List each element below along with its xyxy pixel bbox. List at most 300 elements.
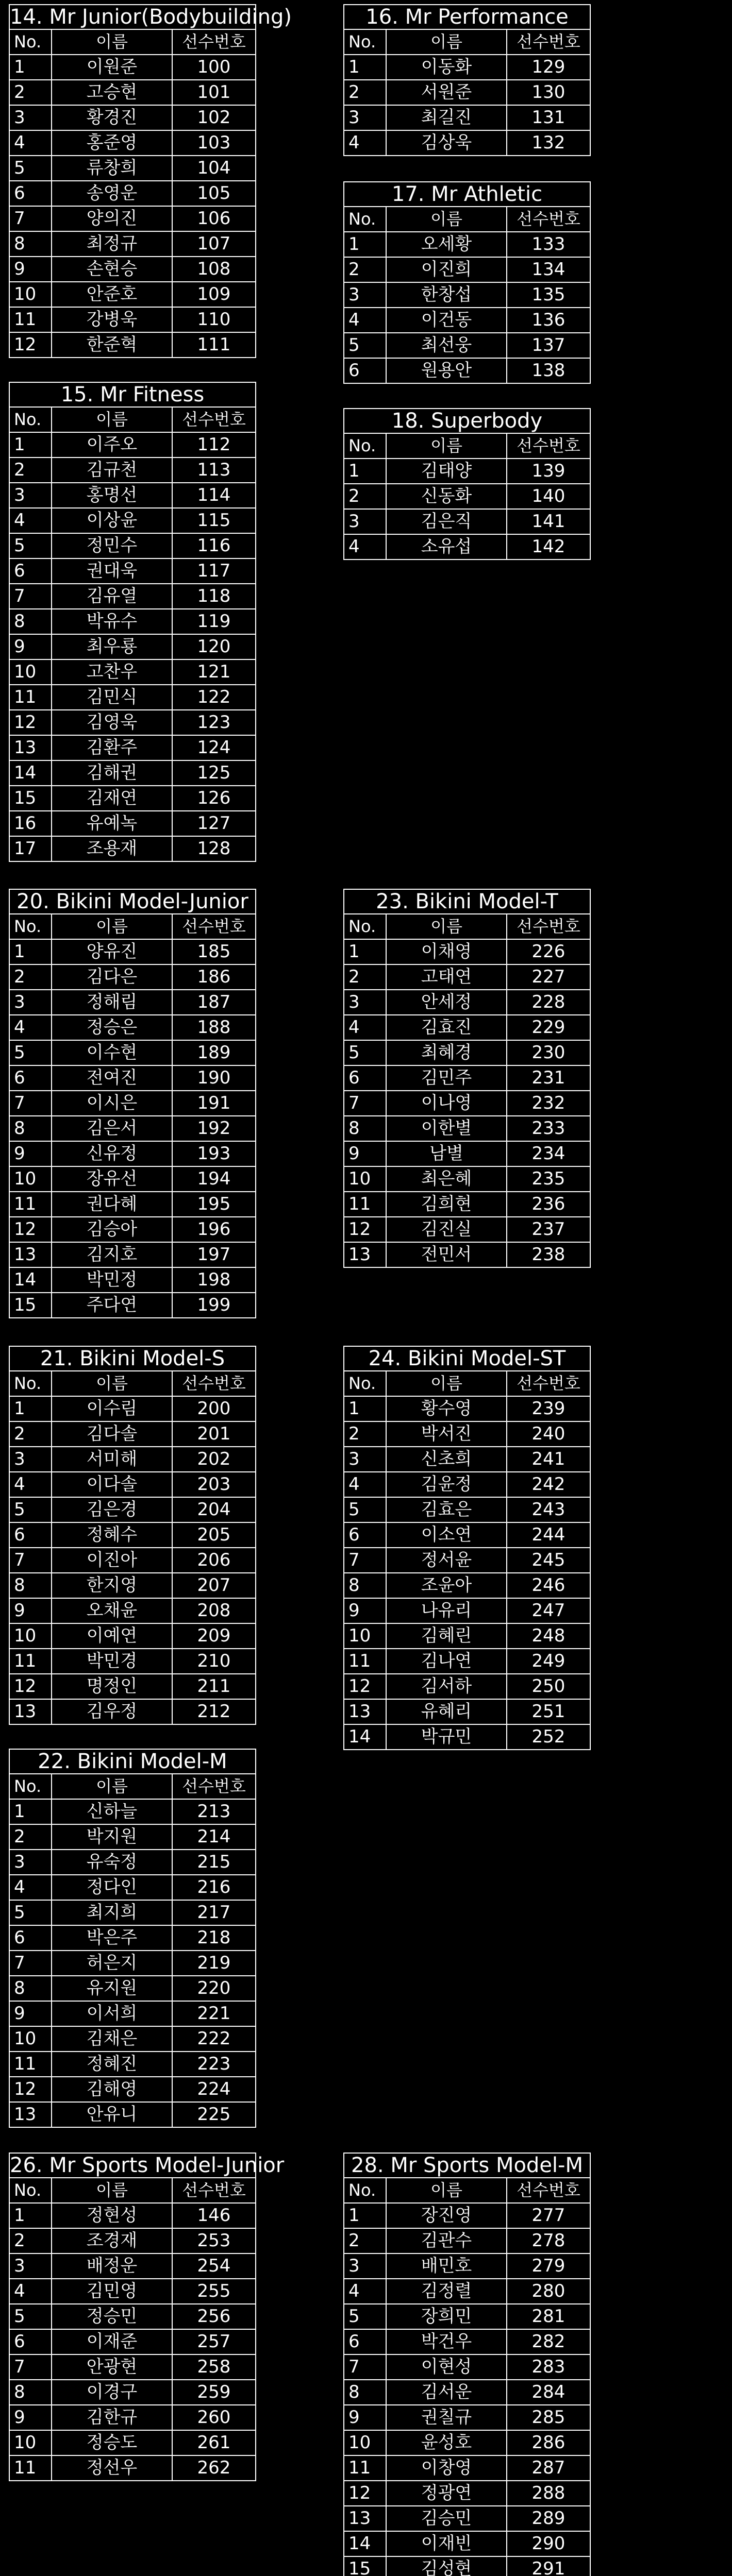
cell-no: 9 (9, 634, 52, 659)
table-row (9, 786, 256, 811)
cell-number: 254 (172, 2253, 256, 2279)
cell-number: 249 (507, 1649, 590, 1674)
cell-name: 신유정 (52, 1141, 172, 1166)
cell-number: 136 (507, 308, 590, 333)
roster-table (343, 29, 591, 156)
cell-no: 12 (344, 1217, 386, 1242)
header-no: No. (344, 207, 386, 232)
cell-number: 195 (172, 1192, 256, 1217)
table-header-row (9, 1774, 256, 1799)
cell-number: 247 (507, 1598, 590, 1623)
table-row (9, 1141, 256, 1166)
cell-no: 7 (9, 1091, 52, 1116)
table-row (344, 1573, 590, 1598)
cell-name: 김민영 (52, 2279, 172, 2304)
table-row (344, 55, 590, 80)
header-no: No. (9, 29, 52, 55)
table-row (9, 130, 256, 156)
cell-number: 289 (507, 2506, 590, 2531)
cell-number: 120 (172, 634, 256, 659)
cell-number: 278 (507, 2228, 590, 2253)
cell-name: 정서윤 (386, 1548, 507, 1573)
cell-number: 246 (507, 1573, 590, 1598)
cell-no: 4 (344, 130, 386, 156)
cell-number: 213 (172, 1799, 256, 1824)
header-name: 이름 (386, 2178, 507, 2203)
cell-name: 류창희 (52, 156, 172, 181)
cell-number: 234 (507, 1141, 590, 1166)
cell-number: 285 (507, 2405, 590, 2430)
cell-number: 228 (507, 990, 590, 1015)
table-row (344, 1447, 590, 1472)
cell-number: 106 (172, 206, 256, 231)
cell-no: 6 (344, 358, 386, 383)
cell-name: 김윤정 (386, 1472, 507, 1497)
table-row (9, 2102, 256, 2127)
cell-no: 1 (9, 432, 52, 457)
cell-name: 정혜수 (52, 1522, 172, 1548)
cell-name: 박지원 (52, 1824, 172, 1850)
table-row (9, 282, 256, 307)
table-row (9, 1824, 256, 1850)
cell-name: 유숙정 (52, 1850, 172, 1875)
cell-name: 김혜린 (386, 1623, 507, 1649)
cell-name: 장희민 (386, 2304, 507, 2329)
category-block (343, 181, 591, 384)
cell-name: 박서진 (386, 1421, 507, 1447)
cell-number: 135 (507, 282, 590, 308)
cell-number: 212 (172, 1699, 256, 1724)
cell-name: 신하늘 (52, 1799, 172, 1824)
cell-no: 11 (344, 1649, 386, 1674)
cell-number: 185 (172, 939, 256, 964)
cell-name: 서원준 (386, 80, 507, 105)
cell-name: 이재준 (52, 2329, 172, 2354)
cell-no: 5 (344, 333, 386, 358)
cell-number: 126 (172, 786, 256, 811)
table-row (9, 2430, 256, 2455)
cell-no: 3 (9, 105, 52, 130)
cell-no: 3 (9, 1447, 52, 1472)
table-row (9, 811, 256, 836)
table-row (9, 1573, 256, 1598)
table-row (344, 1548, 590, 1573)
header-number: 선수번호 (172, 1774, 256, 1799)
cell-name: 김채은 (52, 2026, 172, 2052)
cell-number: 281 (507, 2304, 590, 2329)
table-row (344, 1623, 590, 1649)
table-row (344, 1015, 590, 1040)
cell-number: 129 (507, 55, 590, 80)
table-row (9, 2304, 256, 2329)
cell-number: 121 (172, 659, 256, 685)
cell-number: 250 (507, 1674, 590, 1699)
cell-no: 11 (344, 1192, 386, 1217)
roster-table (9, 406, 256, 862)
table-row (9, 1472, 256, 1497)
cell-number: 122 (172, 685, 256, 710)
cell-name: 김성현 (386, 2556, 507, 2576)
cell-name: 안유니 (52, 2102, 172, 2127)
table-row (344, 509, 590, 534)
header-name: 이름 (386, 207, 507, 232)
table-row (9, 1951, 256, 1976)
cell-name: 양의진 (52, 206, 172, 231)
roster-table (343, 1370, 591, 1750)
cell-name: 황경진 (52, 105, 172, 130)
table-row (9, 1699, 256, 1724)
table-row (9, 2026, 256, 2052)
cell-number: 206 (172, 1548, 256, 1573)
header-no: No. (9, 407, 52, 432)
header-number: 선수번호 (172, 407, 256, 432)
cell-name: 이수림 (52, 1396, 172, 1421)
cell-number: 258 (172, 2354, 256, 2380)
cell-number: 208 (172, 1598, 256, 1623)
table-row (344, 1649, 590, 1674)
cell-number: 287 (507, 2455, 590, 2481)
cell-no: 6 (9, 558, 52, 584)
cell-name: 권다혜 (52, 1192, 172, 1217)
cell-name: 조경재 (52, 2228, 172, 2253)
table-row (9, 2279, 256, 2304)
cell-name: 이나영 (386, 1091, 507, 1116)
header-no: No. (344, 914, 386, 939)
cell-number: 237 (507, 1217, 590, 1242)
roster-table (9, 2177, 256, 2481)
category-title: 23. Bikini Model-T (343, 889, 591, 913)
cell-number: 244 (507, 1522, 590, 1548)
cell-no: 8 (9, 609, 52, 634)
table-row (344, 2481, 590, 2506)
cell-no: 12 (9, 1674, 52, 1699)
table-row (9, 1925, 256, 1951)
cell-no: 12 (9, 2077, 52, 2102)
table-row (344, 484, 590, 509)
cell-name: 김해영 (52, 2077, 172, 2102)
cell-no: 10 (344, 1623, 386, 1649)
cell-no: 11 (344, 2455, 386, 2481)
cell-name: 김효은 (386, 1497, 507, 1522)
cell-no: 12 (9, 332, 52, 358)
cell-number: 259 (172, 2380, 256, 2405)
cell-no: 8 (9, 1976, 52, 2001)
category-block (343, 2153, 591, 2576)
table-row (9, 735, 256, 760)
cell-no: 5 (9, 2304, 52, 2329)
cell-number: 210 (172, 1649, 256, 1674)
table-row (344, 1674, 590, 1699)
category-title: 24. Bikini Model-ST (343, 1346, 591, 1370)
table-row (344, 358, 590, 383)
table-row (344, 2455, 590, 2481)
cell-no: 9 (344, 1598, 386, 1623)
table-row (344, 990, 590, 1015)
cell-number: 280 (507, 2279, 590, 2304)
cell-number: 282 (507, 2329, 590, 2354)
roster-table (343, 433, 591, 560)
cell-no: 4 (344, 1015, 386, 1040)
cell-name: 이경구 (52, 2380, 172, 2405)
category-block (343, 408, 591, 560)
cell-number: 222 (172, 2026, 256, 2052)
table-row (9, 990, 256, 1015)
table-row (9, 483, 256, 508)
cell-no: 8 (344, 2380, 386, 2405)
cell-no: 2 (344, 80, 386, 105)
cell-no: 1 (344, 459, 386, 484)
table-row (344, 1472, 590, 1497)
cell-name: 박건우 (386, 2329, 507, 2354)
cell-no: 5 (9, 1900, 52, 1925)
cell-name: 이다솔 (52, 1472, 172, 1497)
cell-no: 10 (9, 1623, 52, 1649)
cell-name: 김서하 (386, 1674, 507, 1699)
cell-no: 8 (9, 1116, 52, 1141)
cell-no: 7 (344, 1548, 386, 1573)
cell-number: 117 (172, 558, 256, 584)
cell-name: 최우룡 (52, 634, 172, 659)
cell-number: 123 (172, 710, 256, 735)
cell-no: 15 (344, 2556, 386, 2576)
table-row (9, 533, 256, 558)
cell-name: 황수영 (386, 1396, 507, 1421)
cell-number: 204 (172, 1497, 256, 1522)
table-header-row (344, 29, 590, 55)
cell-no: 11 (9, 307, 52, 332)
cell-name: 전여진 (52, 1065, 172, 1091)
cell-name: 강병욱 (52, 307, 172, 332)
cell-number: 207 (172, 1573, 256, 1598)
cell-name: 김은경 (52, 1497, 172, 1522)
cell-number: 288 (507, 2481, 590, 2506)
table-row (9, 55, 256, 80)
table-row (344, 2405, 590, 2430)
cell-name: 신초희 (386, 1447, 507, 1472)
cell-name: 한지영 (52, 1573, 172, 1598)
roster-table (9, 1773, 256, 2128)
cell-no: 3 (344, 105, 386, 130)
cell-no: 15 (9, 786, 52, 811)
cell-number: 261 (172, 2430, 256, 2455)
cell-number: 140 (507, 484, 590, 509)
cell-no: 2 (9, 1421, 52, 1447)
cell-no: 9 (9, 1141, 52, 1166)
cell-number: 131 (507, 105, 590, 130)
table-row (9, 1116, 256, 1141)
cell-name: 이현성 (386, 2354, 507, 2380)
table-row (9, 1065, 256, 1091)
cell-name: 나유리 (386, 1598, 507, 1623)
header-name: 이름 (52, 914, 172, 939)
cell-name: 원용안 (386, 358, 507, 383)
table-row (9, 1875, 256, 1900)
table-row (9, 1598, 256, 1623)
cell-name: 박민경 (52, 1649, 172, 1674)
table-row (9, 1976, 256, 2001)
table-row (344, 2556, 590, 2576)
category-title: 16. Mr Performance (343, 4, 591, 29)
cell-no: 12 (9, 1217, 52, 1242)
cell-no: 2 (9, 1824, 52, 1850)
category-title: 28. Mr Sports Model-M (343, 2153, 591, 2177)
roster-table (343, 206, 591, 384)
cell-name: 이재빈 (386, 2531, 507, 2556)
table-row (9, 2228, 256, 2253)
cell-name: 안세정 (386, 990, 507, 1015)
table-row (9, 2203, 256, 2228)
category-block (343, 4, 591, 156)
cell-no: 3 (344, 282, 386, 308)
header-no: No. (9, 2178, 52, 2203)
table-row (344, 2228, 590, 2253)
header-no: No. (344, 1371, 386, 1396)
cell-name: 정승은 (52, 1015, 172, 1040)
table-header-row (9, 1371, 256, 1396)
cell-name: 한준혁 (52, 332, 172, 358)
cell-number: 286 (507, 2430, 590, 2455)
roster-table (343, 2177, 591, 2576)
cell-number: 256 (172, 2304, 256, 2329)
header-name: 이름 (52, 1371, 172, 1396)
cell-no: 3 (344, 1447, 386, 1472)
cell-number: 284 (507, 2380, 590, 2405)
roster-table (9, 913, 256, 1318)
cell-number: 233 (507, 1116, 590, 1141)
cell-no: 6 (9, 181, 52, 206)
cell-number: 260 (172, 2405, 256, 2430)
table-row (9, 2380, 256, 2405)
cell-name: 남별 (386, 1141, 507, 1166)
header-name: 이름 (386, 29, 507, 55)
cell-name: 송영운 (52, 181, 172, 206)
cell-no: 5 (9, 533, 52, 558)
table-row (344, 2506, 590, 2531)
header-no: No. (344, 433, 386, 459)
table-row (9, 1293, 256, 1318)
table-row (344, 1116, 590, 1141)
cell-name: 이창영 (386, 2455, 507, 2481)
cell-no: 5 (344, 2304, 386, 2329)
table-row (9, 1850, 256, 1875)
header-number: 선수번호 (507, 433, 590, 459)
cell-no: 13 (9, 735, 52, 760)
table-row (344, 2531, 590, 2556)
header-number: 선수번호 (507, 2178, 590, 2203)
cell-no: 6 (9, 2329, 52, 2354)
category-title: 21. Bikini Model-S (9, 1346, 256, 1370)
cell-name: 김나연 (386, 1649, 507, 1674)
cell-number: 252 (507, 1724, 590, 1750)
table-row (9, 609, 256, 634)
table-row (344, 939, 590, 964)
cell-number: 186 (172, 964, 256, 990)
cell-no: 2 (9, 964, 52, 990)
cell-number: 196 (172, 1217, 256, 1242)
cell-no: 6 (9, 1065, 52, 1091)
cell-number: 114 (172, 483, 256, 508)
cell-name: 이시은 (52, 1091, 172, 1116)
cell-number: 219 (172, 1951, 256, 1976)
cell-number: 115 (172, 508, 256, 533)
table-row (9, 836, 256, 861)
cell-name: 김한규 (52, 2405, 172, 2430)
category-block (9, 1749, 256, 2128)
category-block (9, 1346, 256, 1725)
cell-number: 116 (172, 533, 256, 558)
table-row (344, 282, 590, 308)
table-row (9, 1497, 256, 1522)
cell-no: 14 (344, 1724, 386, 1750)
cell-number: 218 (172, 1925, 256, 1951)
cell-name: 이원준 (52, 55, 172, 80)
table-row (9, 558, 256, 584)
cell-number: 110 (172, 307, 256, 332)
header-no: No. (9, 1371, 52, 1396)
table-row (9, 1623, 256, 1649)
cell-number: 238 (507, 1242, 590, 1267)
cell-number: 248 (507, 1623, 590, 1649)
cell-name: 박은주 (52, 1925, 172, 1951)
cell-number: 188 (172, 1015, 256, 1040)
cell-name: 고태연 (386, 964, 507, 990)
cell-no: 5 (344, 1497, 386, 1522)
table-header-row (344, 207, 590, 232)
cell-name: 정승민 (52, 2304, 172, 2329)
cell-name: 김승아 (52, 1217, 172, 1242)
cell-number: 104 (172, 156, 256, 181)
header-number: 선수번호 (172, 1371, 256, 1396)
cell-no: 3 (9, 2253, 52, 2279)
header-number: 선수번호 (507, 207, 590, 232)
cell-number: 190 (172, 1065, 256, 1091)
cell-no: 9 (9, 2405, 52, 2430)
table-row (344, 333, 590, 358)
cell-no: 3 (344, 2253, 386, 2279)
table-row (9, 332, 256, 358)
cell-number: 132 (507, 130, 590, 156)
cell-no: 14 (9, 1267, 52, 1293)
cell-no: 8 (344, 1116, 386, 1141)
cell-name: 김진실 (386, 1217, 507, 1242)
cell-number: 113 (172, 457, 256, 483)
cell-name: 김지호 (52, 1242, 172, 1267)
table-row (9, 508, 256, 533)
cell-name: 김다은 (52, 964, 172, 990)
cell-no: 14 (9, 760, 52, 786)
cell-name: 고찬우 (52, 659, 172, 685)
cell-number: 107 (172, 231, 256, 257)
cell-name: 김승민 (386, 2506, 507, 2531)
cell-name: 김재연 (52, 786, 172, 811)
table-row (9, 685, 256, 710)
table-row (344, 2354, 590, 2380)
header-number: 선수번호 (172, 29, 256, 55)
cell-number: 139 (507, 459, 590, 484)
cell-name: 최정규 (52, 231, 172, 257)
cell-no: 14 (344, 2531, 386, 2556)
cell-no: 13 (9, 1699, 52, 1724)
cell-no: 8 (9, 2380, 52, 2405)
cell-no: 10 (344, 2430, 386, 2455)
cell-no: 6 (344, 2329, 386, 2354)
cell-number: 203 (172, 1472, 256, 1497)
roster-table (9, 1370, 256, 1725)
cell-no: 4 (9, 1015, 52, 1040)
cell-no: 2 (9, 80, 52, 105)
cell-name: 김은직 (386, 509, 507, 534)
cell-number: 109 (172, 282, 256, 307)
